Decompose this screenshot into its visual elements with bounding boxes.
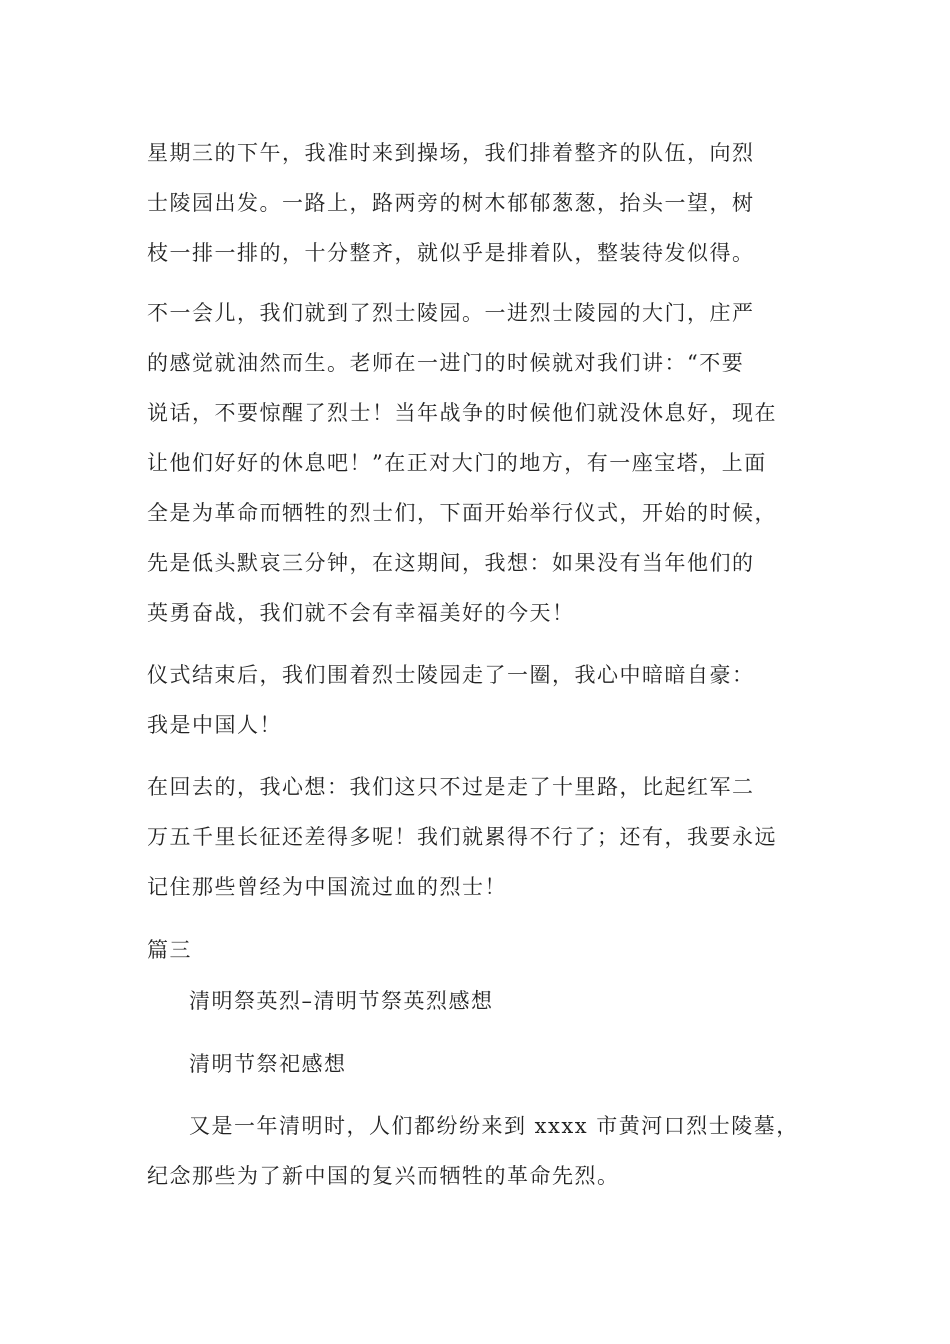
text-line: 纪念那些为了新中国的复兴而牺牲的革命先烈。: [147, 1164, 620, 1188]
text-line: 仪式结束后，我们围着烈士陵园走了一圈，我心中暗暗自豪：: [147, 663, 755, 687]
text-line: 英勇奋战，我们就不会有幸福美好的今天！: [147, 601, 575, 625]
article-title: [147, 976, 494, 1026]
section-label: 篇三: [147, 938, 192, 962]
text-line: 的感觉就油然而生。老师在一进门的时候就对我们讲：“不要: [147, 351, 745, 375]
text-line: 先是低头默哀三分钟，在这期间，我想：如果没有当年他们的: [147, 551, 755, 575]
article-subtitle: [147, 1039, 347, 1089]
text-line: 我是中国人！: [147, 713, 282, 737]
text-line: 说话，不要惊醒了烈士！当年战争的时候他们就没休息好，现在: [147, 401, 777, 425]
paragraph-return: [147, 762, 777, 912]
text-line: 枝一排一排的，十分整齐，就似乎是排着队，整装待发似得。: [147, 241, 755, 265]
text-line: 让他们好好的休息吧！”在正对大门的地方，有一座宝塔，上面: [147, 451, 767, 475]
title-text: 清明祭英烈–清明节祭英烈感想: [189, 989, 494, 1013]
text-line: 记住那些曾经为中国流过血的烈士！: [147, 875, 507, 899]
text-line: 士陵园出发。一路上，路两旁的树木郁郁葱葱，抬头一望，树: [147, 191, 755, 215]
text-line: 星期三的下午，我准时来到操场，我们排着整齐的队伍，向烈: [147, 141, 755, 165]
paragraph-qingming: [147, 1101, 799, 1201]
paragraph-departure: [147, 128, 755, 278]
text-line: 在回去的，我心想：我们这只不过是走了十里路，比起红军二: [147, 775, 755, 799]
text-line: 不一会儿，我们就到了烈士陵园。一进烈士陵园的大门，庄严: [147, 301, 755, 325]
paragraph-ceremony-end: [147, 650, 755, 750]
section-heading: [147, 925, 192, 975]
text-line: 万五千里长征还差得多呢！我们就累得不行了；还有，我要永远: [147, 825, 777, 849]
text-line: 又是一年清明时，人们都纷纷来到 xxxx 市黄河口烈士陵墓，: [189, 1114, 799, 1138]
text-line: 全是为革命而牺牲的烈士们，下面开始举行仪式，开始的时候，: [147, 501, 777, 525]
paragraph-cemetery-visit: [147, 288, 777, 638]
subtitle-text: 清明节祭祀感想: [189, 1052, 347, 1076]
